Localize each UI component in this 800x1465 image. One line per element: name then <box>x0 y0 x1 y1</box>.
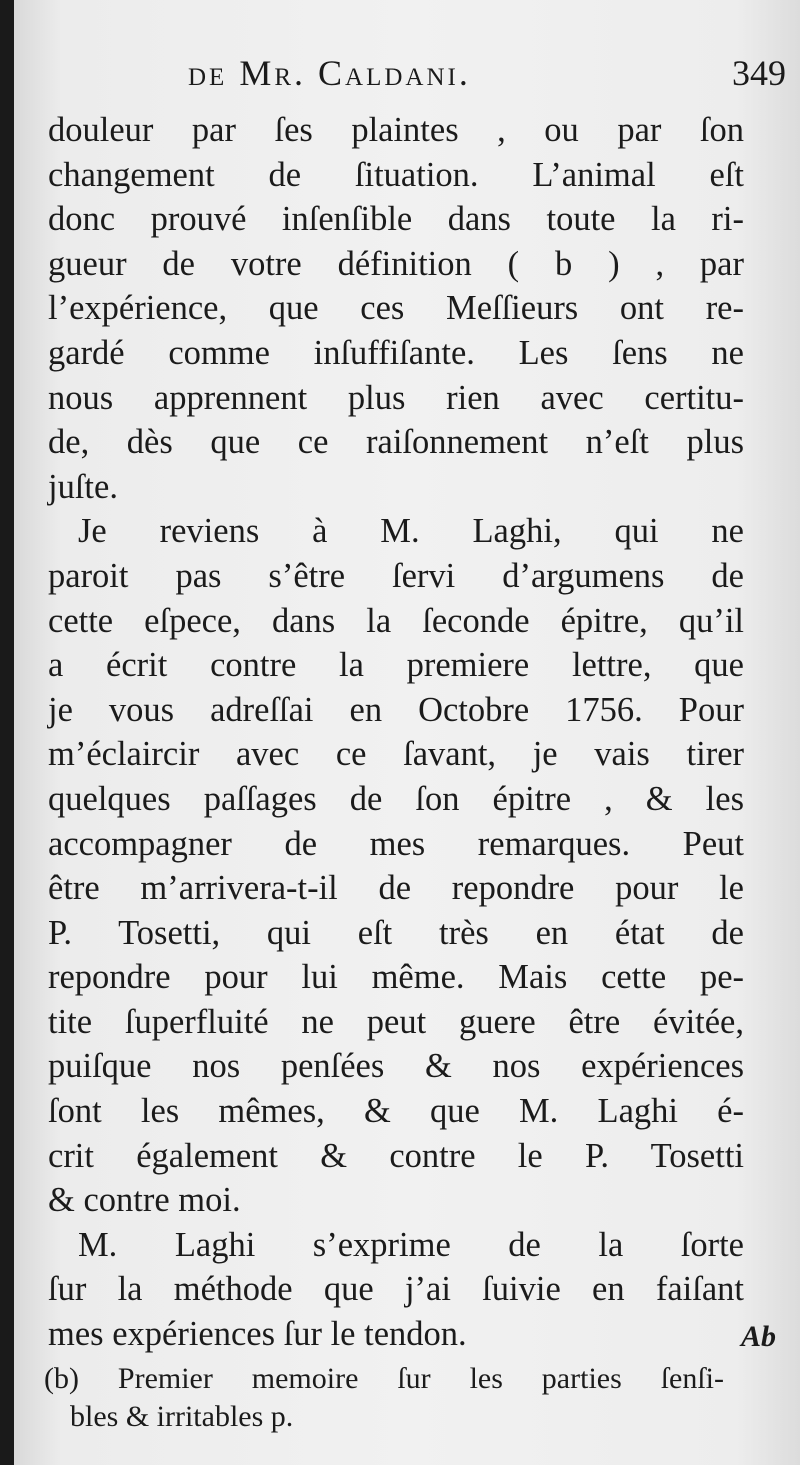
text-line: ſur la méthode que j’ai ſuivie en faiſant <box>48 1270 744 1309</box>
text-line: & contre moi. <box>48 1181 241 1220</box>
catchword: Ab <box>740 1320 776 1353</box>
text-line: changement de ſituation. L’animal eſt <box>48 155 744 194</box>
text-line: gueur de votre définition ( b ) , par <box>48 244 744 283</box>
footnote-line: bles & irritables p. <box>70 1400 294 1433</box>
text-line: repondre pour lui même. Mais cette pe- <box>48 958 744 997</box>
text-line: de, dès que ce raiſonnement n’eſt plus <box>48 423 744 462</box>
text-line: être m’arrivera-t-il de repondre pour le <box>48 869 744 908</box>
text-line: a écrit contre la premiere lettre, que <box>48 646 744 685</box>
text-line: crit également & contre le P. Tosetti <box>48 1136 744 1175</box>
text-line: quelques paſſages de ſon épitre , & les <box>48 779 744 818</box>
page-header <box>14 52 800 102</box>
text-line: l’expérience, que ces Meſſieurs ont re- <box>48 289 744 328</box>
text-line: donc prouvé inſenſible dans toute la ri- <box>48 200 744 239</box>
text-line: paroit pas s’être ſervi d’argumens de <box>48 556 744 595</box>
text-line: tite ſuperfluité ne peut guere être évitée, <box>48 1002 744 1041</box>
text-line: M. Laghi s’exprime de la ſorte <box>78 1225 744 1264</box>
text-line: P. Tosetti, qui eſt très en état de <box>48 913 744 952</box>
running-title: de Mr. Caldani. <box>188 53 471 93</box>
paragraph-2 <box>48 509 744 1223</box>
page-number: 349 <box>732 53 786 93</box>
footnote-line: (b) Premier memoire ſur les parties ſenſi- <box>44 1362 724 1395</box>
body-text <box>48 108 744 1357</box>
text-line: douleur par ſes plaintes , ou par ſon <box>48 111 744 149</box>
text-line: mes expériences ſur le tendon. <box>48 1315 467 1354</box>
paragraph-1 <box>48 108 744 509</box>
text-line: cette eſpece, dans la ſeconde épitre, qu’il <box>48 601 744 640</box>
text-line: Je reviens à M. Laghi, qui ne <box>78 512 744 551</box>
text-line: juſte. <box>48 467 118 506</box>
text-line: ſont les mêmes, & que M. Laghi é- <box>48 1092 744 1131</box>
text-line: gardé comme inſuffiſante. Les ſens ne <box>48 333 744 372</box>
text-line: nous apprennent plus rien avec certitu- <box>48 378 744 417</box>
book-page <box>14 0 800 1465</box>
text-line: je vous adreſſai en Octobre 1756. Pour <box>48 690 744 729</box>
text-line: accompagner de mes remarques. Peut <box>48 824 744 863</box>
paragraph-3 <box>48 1223 744 1357</box>
text-line: puiſque nos penſées & nos expériences <box>48 1047 744 1086</box>
text-line: m’éclaircir avec ce ſavant, je vais tirer <box>48 735 744 774</box>
footnote <box>44 1360 724 1436</box>
